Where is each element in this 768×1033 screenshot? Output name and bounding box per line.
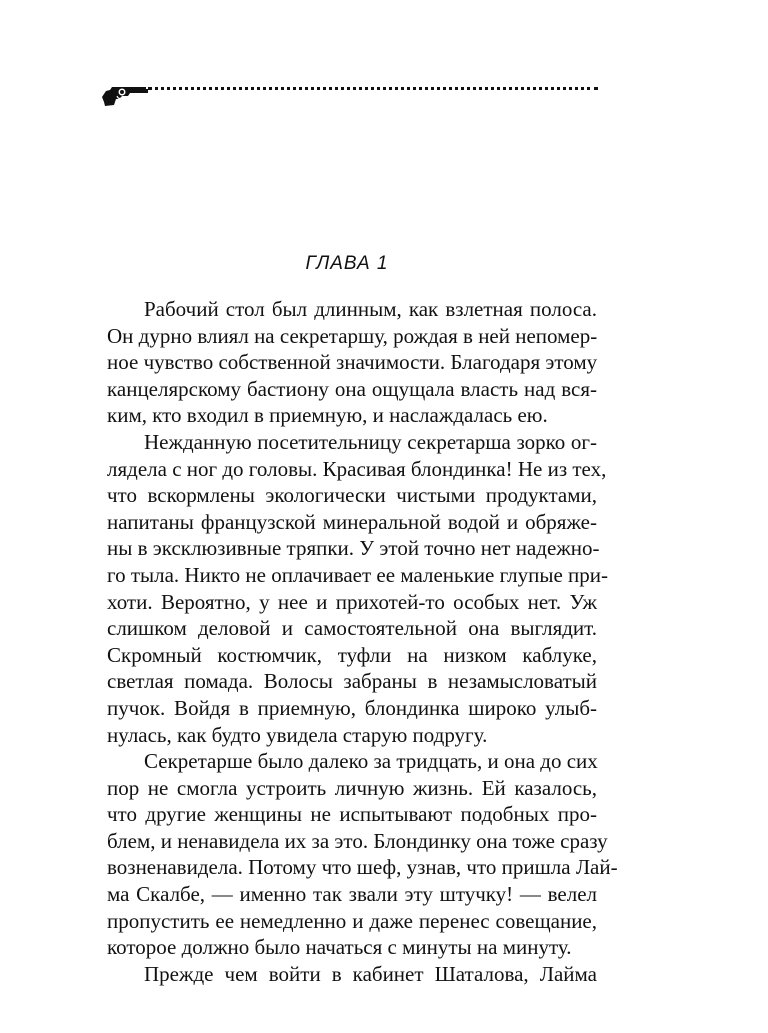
text-line: что другие женщины не испытывают подобных про- bbox=[107, 802, 597, 827]
text-line: Скромный костюмчик, туфли на низком каблуке, bbox=[107, 642, 597, 667]
text-line: пучок. Войдя в приемную, блондинка широко улыб- bbox=[107, 695, 597, 720]
text-line: возненавидела. Потому что шеф, узнав, что пришла Лай- bbox=[107, 855, 618, 880]
text-line: ное чувство собственной значимости. Благодаря этому bbox=[107, 350, 598, 375]
text-line: Прежде чем войти в кабинет Шаталова, Лайма bbox=[144, 961, 597, 986]
text-line: Рабочий стол был длинным, как взлетная полоса. bbox=[144, 297, 597, 321]
text-line: Нежданную посетительницу секретарша зорко ог- bbox=[144, 429, 597, 454]
text-line: слишком деловой и самостоятельной она выглядит. bbox=[107, 616, 597, 641]
text-line: блем, и ненавидела их за это. Блондинку она тоже сразу bbox=[107, 828, 608, 853]
text-line: светлая помада. Волосы забраны в незамысловатый bbox=[107, 669, 597, 694]
body-text bbox=[107, 296, 618, 987]
dotted-rule bbox=[148, 87, 598, 90]
text-line: напитаны французской минеральной водой и обряже- bbox=[107, 509, 597, 534]
text-line: пропустить ее немедленно и даже перенес совещание, bbox=[107, 908, 597, 933]
text-line: которое должно было начаться с минуты на минуту. bbox=[107, 935, 572, 960]
page-header bbox=[100, 78, 600, 108]
text-line: ма Скалбе, — именно так звали эту штучку! — велел bbox=[107, 882, 597, 907]
text-line: ким, кто входил в приемную, и наслаждалась ею. bbox=[107, 403, 548, 428]
text-line: нулась, как будто увидела старую подругу. bbox=[107, 722, 488, 747]
text-line: лядела с ног до головы. Красивая блондинка! Не из тех, bbox=[107, 456, 607, 481]
text-line: что вскормлены экологически чистыми продуктами, bbox=[107, 483, 597, 508]
text-line: ны в эксклюзивные тряпки. У этой точно нет надежно- bbox=[107, 536, 600, 561]
text-line: канцелярскому бастиону она ощущала власть над вся- bbox=[107, 376, 597, 401]
chapter-title: ГЛАВА 1 bbox=[305, 253, 389, 274]
revolver-icon bbox=[100, 81, 150, 107]
text-line: пор не смогла устроить личную жизнь. Ей казалось, bbox=[107, 775, 597, 800]
text-line: Секретарше было далеко за тридцать, и она до сих bbox=[144, 749, 598, 774]
text-line: Он дурно влиял на секретаршу, рождая в ней непомер- bbox=[107, 323, 598, 348]
text-line: го тыла. Никто не оплачивает ее маленькие глупые при- bbox=[107, 562, 609, 587]
text-line: хоти. Вероятно, у нее и прихотей-то особых нет. Уж bbox=[107, 589, 597, 614]
